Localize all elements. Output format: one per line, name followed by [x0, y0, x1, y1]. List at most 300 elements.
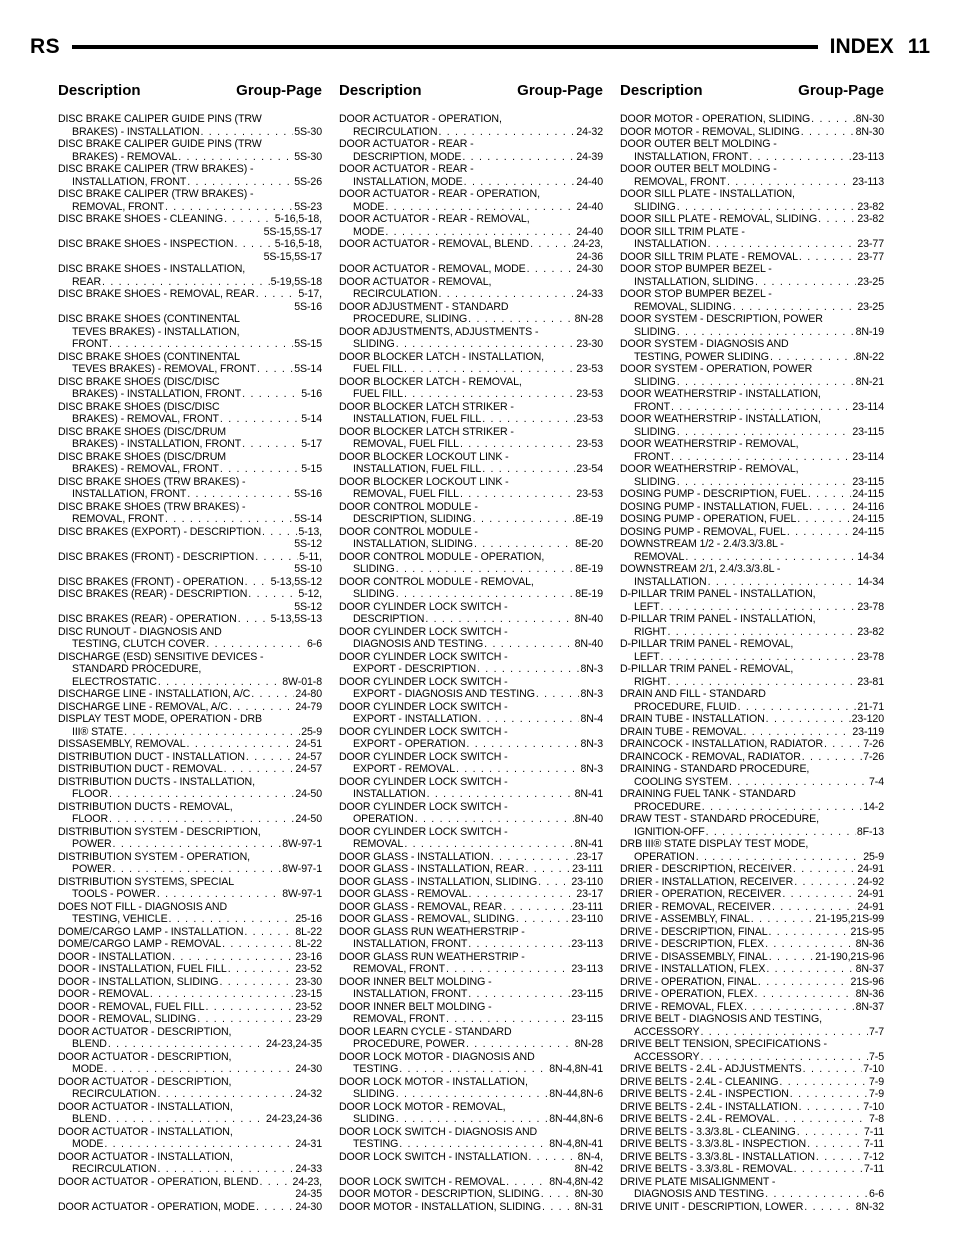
dot-leader: [404, 363, 575, 376]
entry-text: INSTALLATION, FRONT: [72, 175, 187, 188]
entry-page: 7-10: [863, 1063, 884, 1075]
entry-line: [620, 251, 884, 264]
entry-page: 23-114: [852, 450, 884, 463]
dot-leader: [427, 788, 574, 801]
entry-page: 8N-37: [855, 1000, 884, 1013]
entry-text: BRAKES) - INSTALLATION, FRONT: [72, 388, 242, 400]
entry-page: 23-77: [857, 250, 884, 263]
entry-text: DOOR LOCK SWITCH - DIAGNOSIS AND: [339, 1125, 538, 1138]
index-columns: [58, 113, 920, 1242]
entry-text: REMOVAL, FRONT: [72, 513, 164, 525]
entry-text: DRAIN TUBE - INSTALLATION: [620, 713, 765, 725]
entry-line: [339, 401, 603, 414]
index-entry: [58, 1076, 322, 1101]
entry-page: 23-120: [851, 713, 884, 725]
entry-text: DISC BRAKES (REAR) - OPERATION: [58, 613, 237, 625]
entry-page: 24-32: [295, 1088, 322, 1100]
entry-page: 14-34: [857, 550, 884, 563]
entry-text: DOOR GLASS - INSTALLATION, REAR: [339, 863, 525, 875]
index-entry: [339, 113, 603, 138]
entry-line: [339, 826, 603, 839]
entry-page: 23-113: [852, 150, 884, 163]
entry-text: DISCHARGE (ESD) SENSITIVE DEVICES -: [58, 650, 264, 663]
entry-text: REMOVAL, FUEL FILL: [353, 488, 459, 500]
entry-line: [58, 676, 322, 689]
entry-text: DISC BRAKE SHOES - INSPECTION: [58, 238, 234, 250]
dot-leader: [503, 901, 571, 914]
entry-line: [339, 701, 603, 714]
entry-text: DOOR BLOCKER LOCKOUT LINK -: [339, 450, 509, 463]
entry-text: DOOR GLASS RUN WEATHERSTRIP -: [339, 950, 525, 963]
index-entry: [620, 938, 884, 951]
entry-text: DOOR BLOCKER LATCH STRIKER -: [339, 400, 514, 413]
entry-text: DOOR LOCK SWITCH - REMOVAL: [339, 1175, 506, 1188]
entry-line: [339, 951, 603, 964]
index-entry: [58, 501, 322, 526]
entry-page: 8N-3: [580, 663, 603, 675]
dot-leader: [782, 888, 856, 901]
entry-text: DRIVE BELT - DIAGNOSIS AND TESTING,: [620, 1013, 822, 1025]
dot-leader: [797, 513, 851, 526]
entry-text: BLEND: [72, 1038, 107, 1050]
dot-leader: [466, 738, 579, 751]
dot-leader: [109, 338, 293, 351]
entry-line: [58, 801, 322, 814]
entry-line: [620, 588, 884, 601]
index-entry: [339, 676, 603, 701]
entry-line: [58, 663, 322, 676]
dot-leader: [446, 963, 570, 976]
entry-line: [58, 788, 322, 801]
entry-page: 23-110: [571, 875, 603, 888]
entry-page: 8N-36: [855, 938, 884, 950]
entry-page: 8N-41: [574, 838, 603, 850]
entry-page: 24-91: [857, 900, 884, 913]
index-entry: [58, 1001, 322, 1014]
dot-leader: [809, 501, 851, 514]
entry-line: [620, 888, 884, 901]
entry-line: [58, 338, 322, 351]
entry-line: [620, 538, 884, 551]
entry-text: DOOR ACTUATOR - REAR - OPERATION,: [339, 188, 540, 200]
dot-leader: [770, 351, 855, 364]
entry-page: 8N-28: [574, 313, 603, 325]
entry-page: 23-53: [576, 413, 603, 425]
entry-page-continued: 5S-15,5S-17: [263, 225, 322, 238]
index-entry: [620, 951, 884, 964]
index-entry: [620, 688, 884, 713]
index-entry: [339, 651, 603, 676]
dot-leader: [799, 1101, 863, 1114]
entry-line: [58, 1138, 322, 1151]
entry-text: ACCESSORY: [634, 1025, 700, 1038]
entry-page: 23-111: [572, 863, 603, 875]
entry-text: DOOR CYLINDER LOCK SWITCH -: [339, 775, 508, 788]
dot-leader: [385, 226, 575, 239]
entry-text: DOWNSTREAM 2/1, 2.4/3.3/3.8L -: [620, 563, 781, 575]
entry-line: [339, 913, 603, 926]
entry-text: DRIVE BELTS - 2.4L - CLEANING: [620, 1075, 779, 1088]
entry-text: INSTALLATION, FRONT: [353, 988, 468, 1000]
entry-text: DISTRIBUTION DUCT - INSTALLATION: [58, 750, 245, 763]
index-entry: [339, 1001, 603, 1026]
index-entry: [58, 1176, 322, 1201]
entry-page: 24-23,: [292, 1175, 322, 1188]
index-entry: [620, 388, 884, 413]
dot-leader: [799, 251, 856, 264]
index-entry: [339, 238, 603, 263]
index-column-1: [58, 113, 339, 1242]
entry-page: 21-71: [857, 700, 884, 713]
entry-text: DRIVE BELTS - 3.3/3.8L - REMOVAL: [620, 1163, 793, 1175]
entry-page: 6-6: [306, 638, 322, 650]
index-column-3: [620, 113, 901, 1242]
entry-line: [58, 1113, 322, 1126]
entry-line: [339, 963, 603, 976]
entry-line: [620, 1163, 884, 1176]
entry-line: [58, 313, 322, 326]
dot-leader: [779, 1076, 868, 1089]
dot-leader: [765, 938, 855, 951]
entry-line: [339, 501, 603, 514]
dot-leader: [460, 488, 575, 501]
group-page-heading: Group-Page: [798, 82, 884, 99]
entry-line: [58, 151, 322, 164]
entry-text: DOOR SYSTEM - DESCRIPTION, POWER: [620, 313, 823, 325]
entry-line: [339, 438, 603, 451]
entry-line: [620, 501, 884, 514]
index-entry: [339, 576, 603, 601]
index-entry: [58, 163, 322, 188]
entry-line: [58, 1201, 322, 1214]
column-header-1: [58, 82, 339, 104]
index-entry: [339, 213, 603, 238]
entry-text: DOSING PUMP - OPERATION, FUEL: [620, 513, 797, 525]
entry-line: [339, 788, 603, 801]
entry-line: [620, 901, 884, 914]
entry-line: [58, 401, 322, 414]
index-entry: [620, 1088, 884, 1101]
entry-text: DOOR ACTUATOR - INSTALLATION,: [58, 1125, 233, 1138]
entry-page: 21S-95: [850, 925, 884, 938]
entry-line: [620, 376, 884, 389]
entry-text: MODE: [72, 1063, 104, 1075]
entry-page: 24-91: [857, 888, 884, 900]
dot-leader: [808, 488, 852, 501]
entry-page: 23-114: [852, 400, 884, 413]
entry-text: DOOR STOP BUMPER BEZEL -: [620, 263, 772, 275]
dot-leader: [446, 1013, 570, 1026]
index-entry: [620, 1176, 884, 1201]
index-title: INDEX: [829, 35, 894, 58]
entry-line: [58, 163, 322, 176]
entry-text: DOOR ACTUATOR - DESCRIPTION,: [58, 1025, 232, 1038]
dot-leader: [468, 938, 570, 951]
entry-text: DOOR INNER BELT MOLDING -: [339, 1000, 492, 1013]
index-entry: [339, 1051, 603, 1076]
column-headers: [58, 82, 920, 104]
entry-line: [620, 401, 884, 414]
dot-leader: [404, 388, 575, 401]
index-entry: [339, 1151, 603, 1176]
index-entry: [620, 613, 884, 638]
entry-text: DOOR ACTUATOR - DESCRIPTION,: [58, 1075, 232, 1088]
entry-line: [339, 163, 603, 176]
entry-page: 25-9: [301, 725, 322, 738]
entry-page: 7-26: [863, 738, 884, 750]
entry-page: 7-5: [868, 1050, 884, 1063]
entry-text: DOOR GLASS RUN WEATHERSTRIP -: [339, 925, 525, 938]
entry-line: [58, 776, 322, 789]
index-entry: [620, 1101, 884, 1114]
entry-line: [58, 851, 322, 864]
dot-leader: [677, 426, 852, 439]
group-page-heading: Group-Page: [517, 82, 603, 99]
dot-leader: [482, 463, 575, 476]
entry-line: [58, 263, 322, 276]
index-entry: [339, 776, 603, 801]
entry-text: DOOR GLASS - INSTALLATION, SLIDING: [339, 875, 538, 888]
entry-page: 8N-40: [574, 613, 603, 625]
entry-line: [620, 226, 884, 239]
entry-line: [58, 238, 322, 251]
index-entry: [339, 1076, 603, 1101]
dot-leader: [244, 926, 294, 939]
index-entry: [620, 501, 884, 514]
dot-leader: [404, 838, 573, 851]
index-entry: [339, 476, 603, 501]
entry-line: [620, 1101, 884, 1114]
index-entry: [620, 1038, 884, 1063]
index-entry: [58, 426, 322, 451]
entry-text: DISC BRAKE SHOES - REMOVAL, REAR: [58, 288, 255, 300]
dot-leader: [187, 488, 293, 501]
dot-leader: [530, 238, 572, 251]
entry-text: DOOR ACTUATOR - OPERATION, BLEND: [58, 1175, 259, 1188]
index-entry: [620, 251, 884, 264]
entry-line: [620, 1038, 884, 1051]
entry-page: 5S-30: [294, 150, 322, 163]
entry-text: FLOOR: [72, 813, 108, 825]
dot-leader: [113, 838, 282, 851]
entry-text: DISSASEMBLY, REMOVAL: [58, 738, 186, 750]
index-entry: [620, 1001, 884, 1014]
entry-text: DOOR - INSTALLATION: [58, 950, 172, 963]
dot-leader: [248, 588, 297, 601]
entry-page: 21S-96: [850, 975, 884, 988]
entry-line: [339, 738, 603, 751]
entry-page: 7-26: [863, 750, 884, 763]
entry-text: EXPORT - DIAGNOSIS AND TESTING: [353, 688, 535, 700]
entry-line: [58, 451, 322, 464]
entry-line: [58, 913, 322, 926]
entry-page: 23-78: [857, 650, 884, 663]
entry-line: [58, 751, 322, 764]
dot-leader: [661, 651, 857, 664]
entry-line: [620, 1063, 884, 1076]
entry-text: DOOR GLASS - REMOVAL: [339, 888, 468, 900]
entry-text: SLIDING: [634, 475, 676, 488]
entry-text: DRIVE UNIT - DESCRIPTION, LOWER: [620, 1200, 804, 1213]
entry-line: [620, 1201, 884, 1214]
entry-line: [58, 726, 322, 739]
section-code: RS: [30, 35, 61, 58]
entry-page: 8N-30: [855, 125, 884, 138]
entry-page: 5S-23: [294, 200, 322, 213]
entry-page: 23-52: [295, 1000, 322, 1013]
dot-leader: [242, 438, 300, 451]
entry-line: [58, 701, 322, 714]
entry-line: [58, 1013, 322, 1026]
index-entry: [58, 651, 322, 689]
entry-page: 24-115: [852, 525, 884, 538]
index-entry: [58, 1051, 322, 1076]
dot-leader: [124, 726, 300, 739]
index-entry: [58, 951, 322, 964]
entry-line: [620, 313, 884, 326]
entry-text: DOOR LOCK MOTOR - REMOVAL,: [339, 1100, 506, 1113]
dot-leader: [677, 326, 855, 339]
dot-leader: [396, 1088, 549, 1101]
entry-line: [620, 1126, 884, 1139]
entry-line: [620, 488, 884, 501]
entry-text: DESCRIPTION: [353, 613, 425, 625]
entry-text: DOOR ACTUATOR - REMOVAL,: [339, 275, 492, 288]
entry-text: DOOR BLOCKER LATCH - REMOVAL,: [339, 375, 522, 388]
entry-page: 24-30: [576, 263, 603, 275]
entry-line: [58, 501, 322, 514]
entry-line: [58, 1001, 322, 1014]
entry-page: 23-30: [576, 338, 603, 350]
index-entry: [620, 863, 884, 876]
entry-line: [339, 688, 603, 701]
entry-text: SLIDING: [353, 563, 395, 575]
entry-text: DRIER - DESCRIPTION, RECEIVER: [620, 863, 792, 875]
entry-line: [339, 451, 603, 464]
dot-leader: [667, 676, 856, 689]
entry-text: SLIDING: [634, 425, 676, 438]
dot-leader: [456, 763, 579, 776]
entry-text: DISC BRAKE SHOES (DISC/DISC: [58, 375, 220, 388]
index-entry: [339, 301, 603, 326]
dot-leader: [224, 763, 295, 776]
entry-line: [339, 988, 603, 1001]
index-entry: [620, 663, 884, 688]
entry-line: [58, 1163, 322, 1176]
entry-line: [620, 863, 884, 876]
entry-text: FUEL FILL: [353, 388, 403, 400]
index-entry: [339, 376, 603, 401]
entry-page: 23-25: [857, 275, 884, 288]
dot-leader: [765, 1188, 868, 1201]
dot-leader: [793, 863, 856, 876]
entry-page: 14-2: [863, 800, 884, 813]
entry-page: 6-6: [868, 1188, 884, 1200]
entry-text: IGNITION-OFF: [634, 825, 705, 838]
entry-text: DISCHARGE LINE - INSTALLATION, A/C: [58, 688, 251, 700]
entry-text: REMOVAL, FRONT: [634, 175, 726, 188]
entry-line: [339, 851, 603, 864]
entry-text: INSTALLATION, SLIDING: [634, 275, 754, 288]
index-entry: [58, 751, 322, 764]
index-entry: [58, 801, 322, 826]
entry-text: EXPORT - DESCRIPTION: [353, 663, 476, 675]
entry-text: DISC BRAKE CALIPER GUIDE PINS (TRW: [58, 113, 262, 125]
index-entry: [58, 1026, 322, 1051]
dot-leader: [438, 126, 575, 139]
entry-line: [620, 1151, 884, 1164]
entry-text: DRIVE - INSTALLATION, FLEX: [620, 963, 766, 975]
entry-text: DISC BRAKES (REAR) - DESCRIPTION: [58, 588, 248, 600]
entry-line: [58, 1101, 322, 1114]
dot-leader: [708, 576, 857, 589]
entry-line: [620, 1076, 884, 1089]
entry-page: 23-82: [857, 213, 884, 225]
entry-text: INSTALLATION, SLIDING: [353, 538, 473, 550]
entry-page: 5-13,: [298, 525, 322, 538]
entry-text: DISC BRAKE SHOES (TRW BRAKES) -: [58, 500, 246, 513]
entry-text: BLEND: [72, 1113, 107, 1125]
entry-text: OPERATION: [353, 813, 414, 825]
entry-text: TESTING, CLUTCH COVER: [72, 638, 206, 650]
entry-line: [339, 1063, 603, 1076]
index-entry: [339, 913, 603, 926]
entry-text: TEVES BRAKES) - INSTALLATION,: [72, 325, 240, 338]
entry-page: 7-11: [863, 1163, 884, 1175]
dot-leader: [256, 288, 298, 301]
entry-text: DRIVE BELTS - 3.3/3.8L - INSPECTION: [620, 1138, 807, 1150]
entry-text: DESCRIPTION, MODE: [353, 150, 462, 163]
entry-text: INSTALLATION: [634, 238, 707, 250]
index-entry: [339, 976, 603, 1001]
entry-line: [339, 1188, 603, 1201]
entry-page: 23-115: [852, 475, 884, 488]
entry-text: DRIVE BELTS - 2.4L - INSTALLATION: [620, 1100, 798, 1113]
entry-text: REMOVAL, FRONT: [72, 200, 164, 213]
entry-text: COOLING SYSTEM: [634, 775, 728, 788]
dot-leader: [729, 776, 868, 789]
entry-text: DOOR MOTOR - OPERATION, SLIDING: [620, 113, 811, 125]
entry-line: [58, 488, 322, 501]
entry-text: DESCRIPTION, SLIDING: [353, 513, 472, 525]
index-entry: [620, 1201, 884, 1214]
entry-text: D-PILLAR TRIM PANEL - INSTALLATION,: [620, 613, 816, 625]
entry-text: FRONT: [634, 450, 670, 463]
entry-text: DOOR CYLINDER LOCK SWITCH -: [339, 625, 508, 638]
entry-line: [58, 876, 322, 889]
entry-text: DIAGNOSIS AND TESTING: [634, 1188, 765, 1200]
dot-leader: [727, 176, 851, 189]
entry-page: 8W-01-8: [282, 675, 322, 688]
entry-line: [339, 326, 603, 339]
entry-page: 7-7: [868, 1025, 884, 1038]
entry-text: DISCHARGE LINE - REMOVAL, A/C: [58, 700, 228, 713]
entry-line: [620, 1026, 884, 1039]
entry-line: [620, 451, 884, 464]
entry-line: [339, 1113, 603, 1126]
entry-line: [339, 301, 603, 314]
entry-line: [339, 526, 603, 539]
entry-line: [620, 1176, 884, 1189]
entry-text: RECIRCULATION: [353, 288, 438, 300]
entry-text: DOOR CYLINDER LOCK SWITCH -: [339, 725, 508, 738]
index-entry: [339, 1101, 603, 1126]
dot-leader: [469, 888, 576, 901]
entry-page-continued: 24-35: [295, 1188, 322, 1200]
dot-leader: [542, 1201, 574, 1214]
index-entry: [58, 688, 322, 701]
entry-text: DRIVE - OPERATION, FINAL: [620, 975, 757, 988]
